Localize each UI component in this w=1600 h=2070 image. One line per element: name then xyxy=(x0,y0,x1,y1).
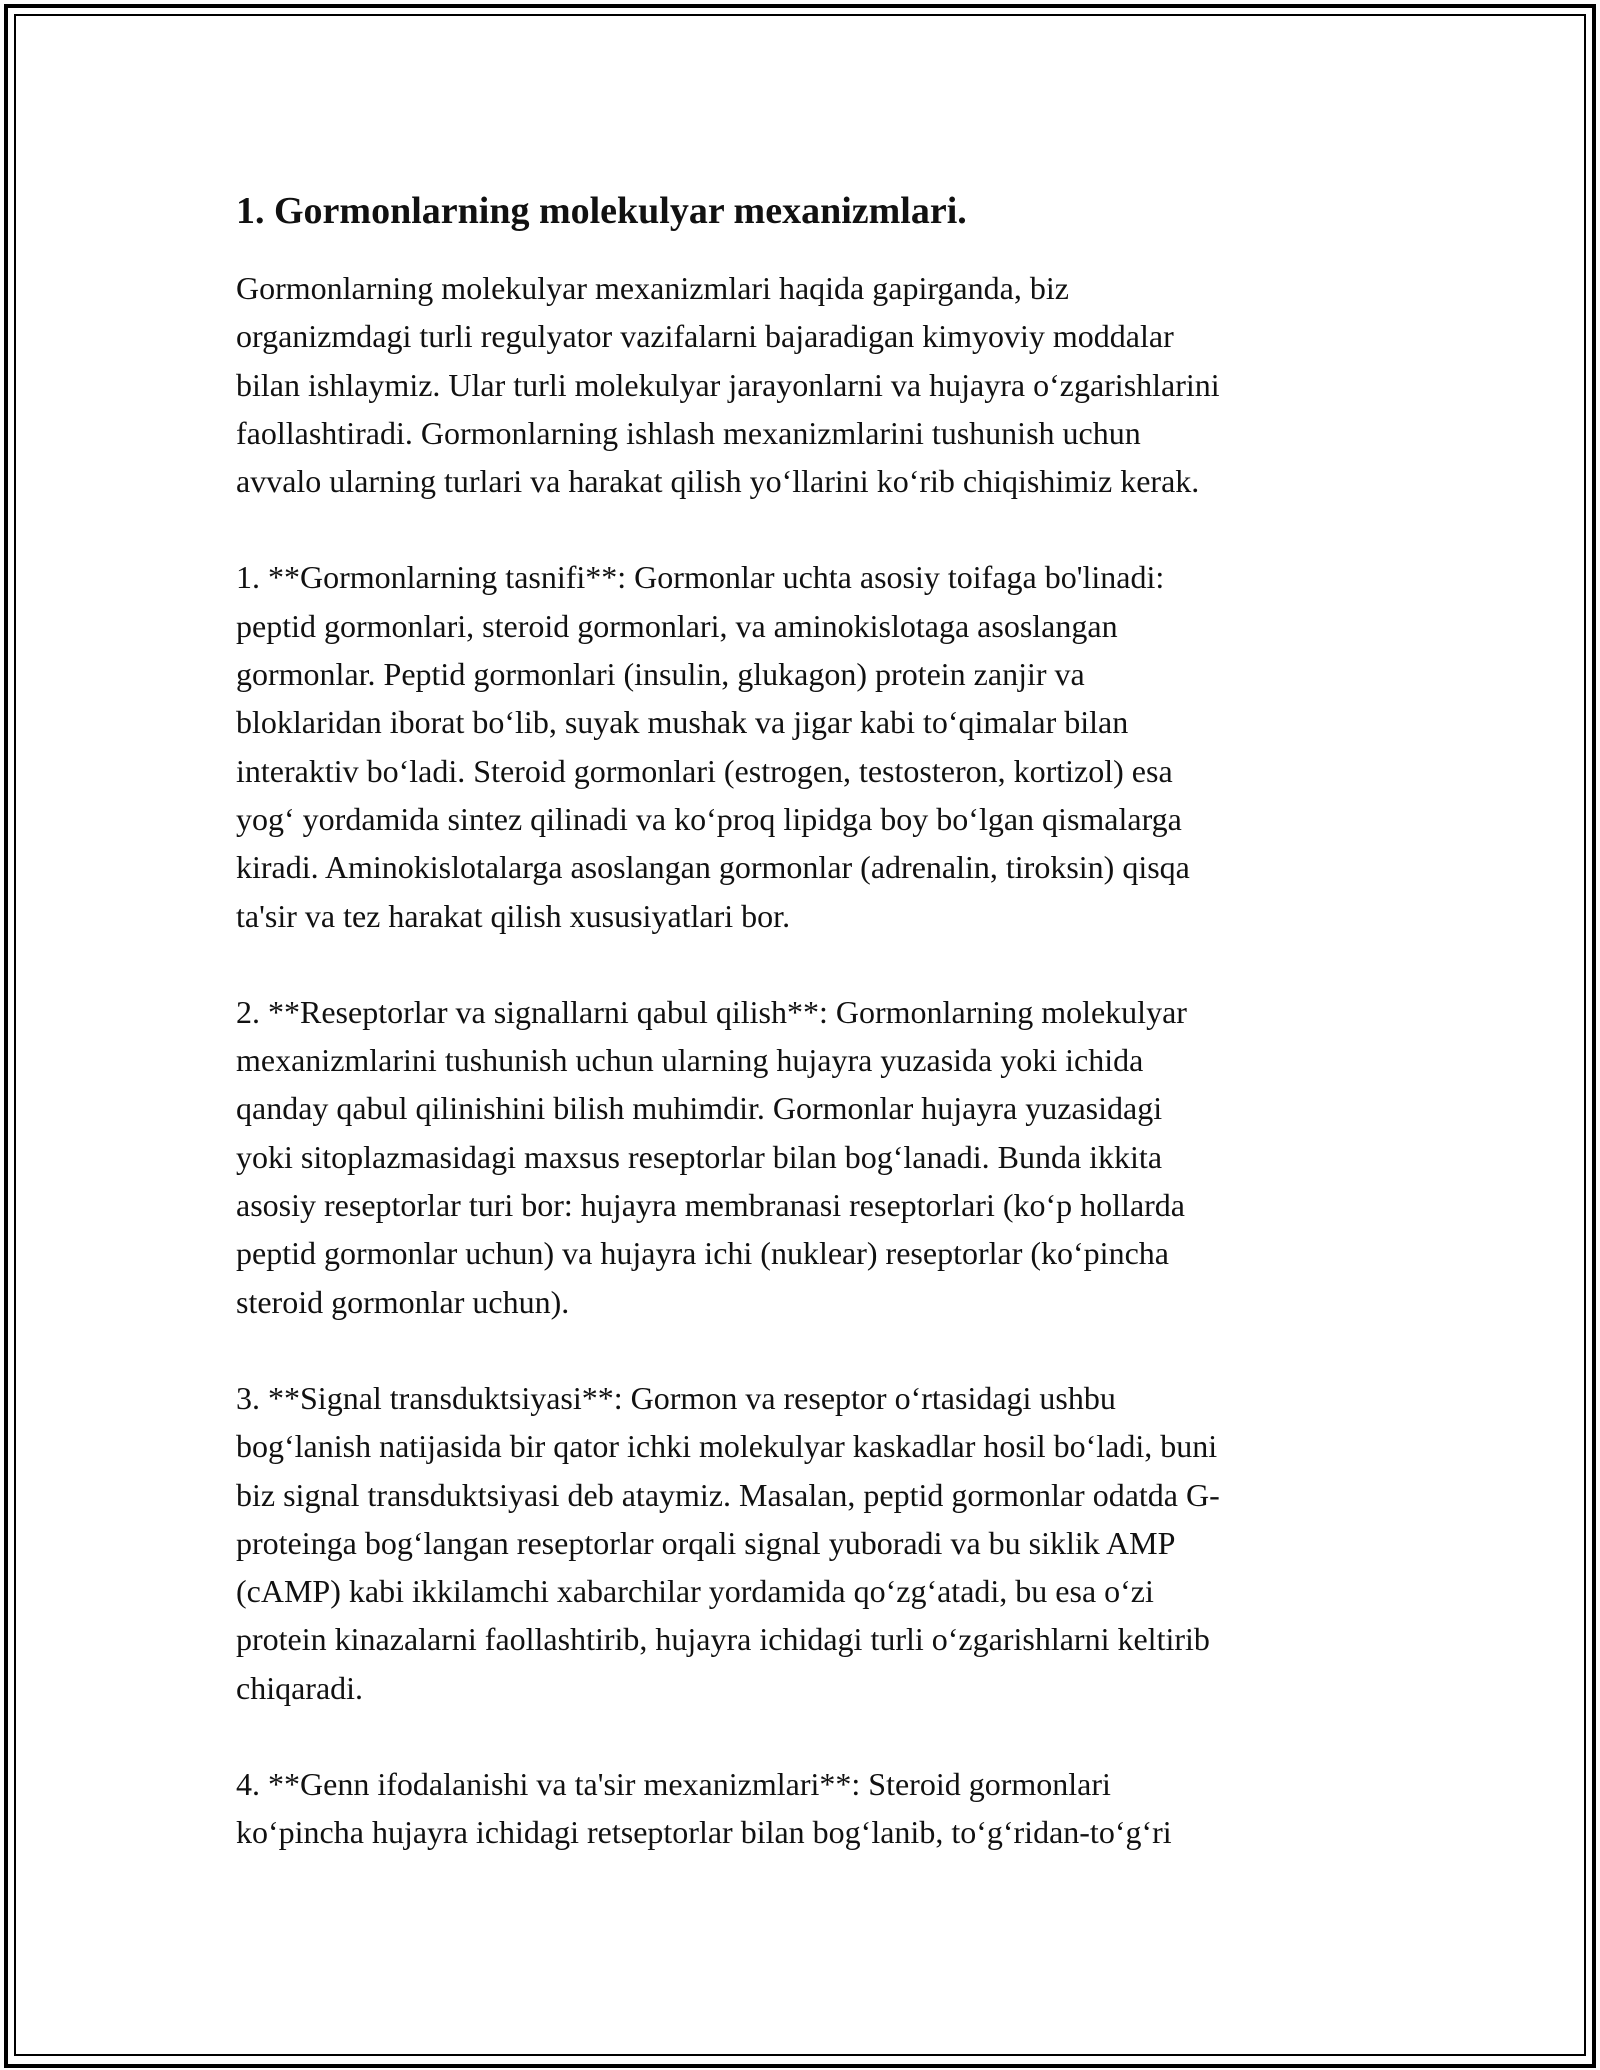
text-line: biz signal transduktsiyasi deb ataymiz. Masalan, peptid gormonlar odatda G- xyxy=(236,1476,1220,1513)
text-line: yoki sitoplazmasidagi maxsus reseptorlar bilan bog‘lanadi. Bunda ikkita xyxy=(236,1138,1163,1175)
text-line: yog‘ yordamida sintez qilinadi va ko‘proq lipidga boy bo‘lgan qismalarga xyxy=(236,800,1182,837)
text-line: asosiy reseptorlar turi bor: hujayra membranasi reseptorlari (ko‘p hollarda xyxy=(236,1187,1185,1224)
paragraph-intro xyxy=(236,264,1366,505)
text-line: bog‘lanish natijasida bir qator ichki molekulyar kaskadlar hosil bo‘ladi, buni xyxy=(236,1428,1218,1465)
text-line: (cAMP) kabi ikkilamchi xabarchilar yordamida qo‘zg‘atadi, bu esa o‘zi xyxy=(236,1573,1154,1610)
text-line: protein kinazalarni faollashtirib, hujayra ichidagi turli o‘zgarishlarni keltirib xyxy=(236,1621,1210,1658)
text-line: peptid gormonlar uchun) va hujayra ichi (nuklear) reseptorlar (ko‘pincha xyxy=(236,1235,1169,1272)
text-line: proteinga bog‘langan reseptorlar orqali signal yuboradi va bu siklik AMP xyxy=(236,1524,1176,1561)
text-line: 1. **Gormonlarning tasnifi**: Gormonlar uchta asosiy toifaga bo'linadi: xyxy=(236,559,1165,596)
paragraph-classification xyxy=(236,553,1366,939)
text-line: steroid gormonlar uchun). xyxy=(236,1283,570,1320)
text-line: chiqaradi. xyxy=(236,1669,364,1706)
text-line: 4. **Genn ifodalanishi va ta'sir mexanizmlari**: Steroid gormonlari xyxy=(236,1766,1111,1803)
text-line: Gormonlarning molekulyar mexanizmlari haqida gapirganda, biz xyxy=(236,270,1069,306)
text-line: ta'sir va tez harakat qilish xususiyatlari bor. xyxy=(236,897,791,934)
text-line: gormonlar. Peptid gormonlari (insulin, glukagon) protein zanjir va xyxy=(236,656,1085,693)
text-line: mexanizmlarini tushunish uchun ularning hujayra yuzasida yoki ichida xyxy=(236,1042,1144,1079)
text-line: 2. **Reseptorlar va signallarni qabul qilish**: Gormonlarning molekulyar xyxy=(236,993,1187,1030)
text-line: 3. **Signal transduktsiyasi**: Gormon va reseptor o‘rtasidagi ushbu xyxy=(236,1379,1116,1416)
document-body xyxy=(236,186,1366,1905)
document-title: 1. Gormonlarning molekulyar mexanizmlari. xyxy=(236,190,967,232)
text-line: kiradi. Aminokislotalarga asoslangan gormonlar (adrenalin, tiroksin) qisqa xyxy=(236,849,1190,886)
text-line: bloklaridan iborat bo‘lib, suyak mushak va jigar kabi to‘qimalar bilan xyxy=(236,704,1129,741)
text-line: bilan ishlaymiz. Ular turli molekulyar jarayonlarni va hujayra o‘zgarishlarini xyxy=(236,366,1220,403)
text-line: qanday qabul qilinishini bilish muhimdir. Gormonlar hujayra yuzasidagi xyxy=(236,1090,1163,1127)
text-line: faollashtiradi. Gormonlarning ishlash mexanizmlarini tushunish uchun xyxy=(236,414,1141,451)
paragraph-gene-expression xyxy=(236,1760,1366,1857)
text-line: organizmdagi turli regulyator vazifalarni bajaradigan kimyoviy moddalar xyxy=(236,318,1174,355)
text-line: interaktiv bo‘ladi. Steroid gormonlari (estrogen, testosteron, kortizol) esa xyxy=(236,752,1173,789)
text-line: avvalo ularning turlari va harakat qilish yo‘llarini ko‘rib chiqishimiz kerak. xyxy=(236,463,1200,500)
text-line: peptid gormonlari, steroid gormonlari, va aminokislotaga asoslangan xyxy=(236,607,1118,644)
paragraph-receptors xyxy=(236,988,1366,1326)
paragraph-signal-transduction xyxy=(236,1374,1366,1712)
text-line: ko‘pincha hujayra ichidagi retseptorlar bilan bog‘lanib, to‘g‘ridan-to‘g‘ri xyxy=(236,1814,1172,1851)
